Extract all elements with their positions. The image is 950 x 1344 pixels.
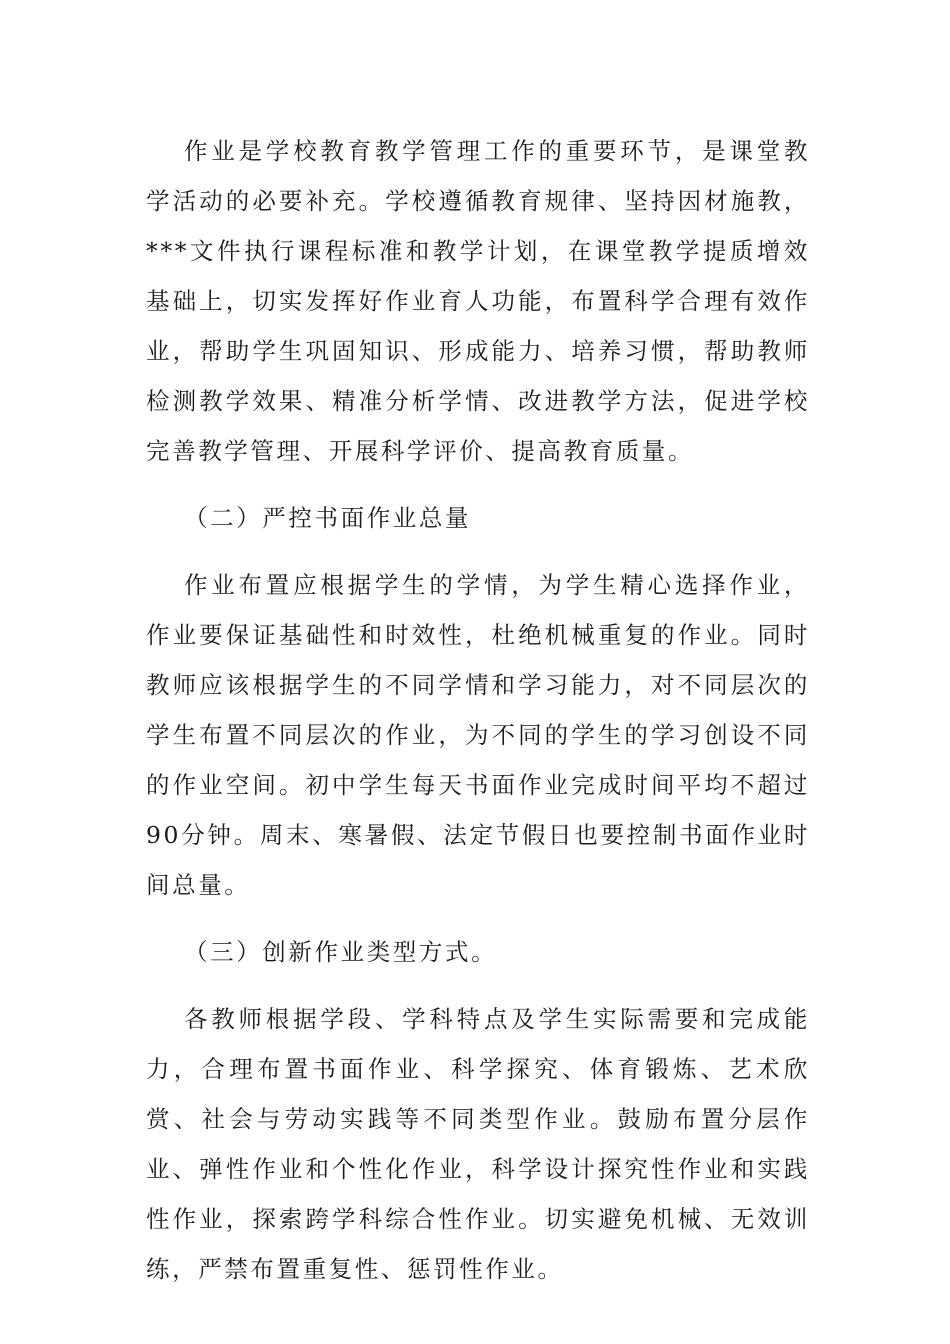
paragraph-homework-importance: 作业是学校教育教学管理工作的重要环节，是课堂教学活动的必要补充。学校遵循教育规律、坚持因材施教，***文件执行课程标准和教学计划，在课堂教学提质增效基础上，切实发挥好作业育人功能，布置科学合理有效作业，帮助学生巩固知识、形成能力、培养习惯，帮助教师检测教学效果、精准分析学情、改进教学方法，促进学校完善教学管理、开展科学评价、提高教育质量。 (146, 137, 810, 465)
section-heading-control-written-homework: （二）严控书面作业总量 (184, 504, 472, 532)
paragraph-homework-types: 各教师根据学段、学科特点及学生实际需要和完成能力，合理布置书面作业、科学探究、体育锻炼、艺术欣赏、社会与劳动实践等不同类型作业。鼓励布置分层作业、弹性作业和个性化作业，科学设计探究性作业和实践性作业，探索跨学科综合性作业。切实避免机械、无效训练，严禁布置重复性、惩罚性作业。 (146, 1005, 810, 1283)
paragraph-homework-assignment: 作业布置应根据学生的学情，为学生精心选择作业，作业要保证基础性和时效性，杜绝机械重复的作业。同时教师应该根据学生的不同学情和学习能力，对不同层次的学生布置不同层次的作业，为不同的学生的学习创设不同的作业空间。初中学生每天书面作业完成时间平均不超过90分钟。周末、寒暑假、法定节假日也要控制书面作业时间总量。 (146, 571, 810, 899)
section-heading-innovate-homework-types: （三）创新作业类型方式。 (184, 938, 498, 966)
document-page (146, 126, 810, 1311)
